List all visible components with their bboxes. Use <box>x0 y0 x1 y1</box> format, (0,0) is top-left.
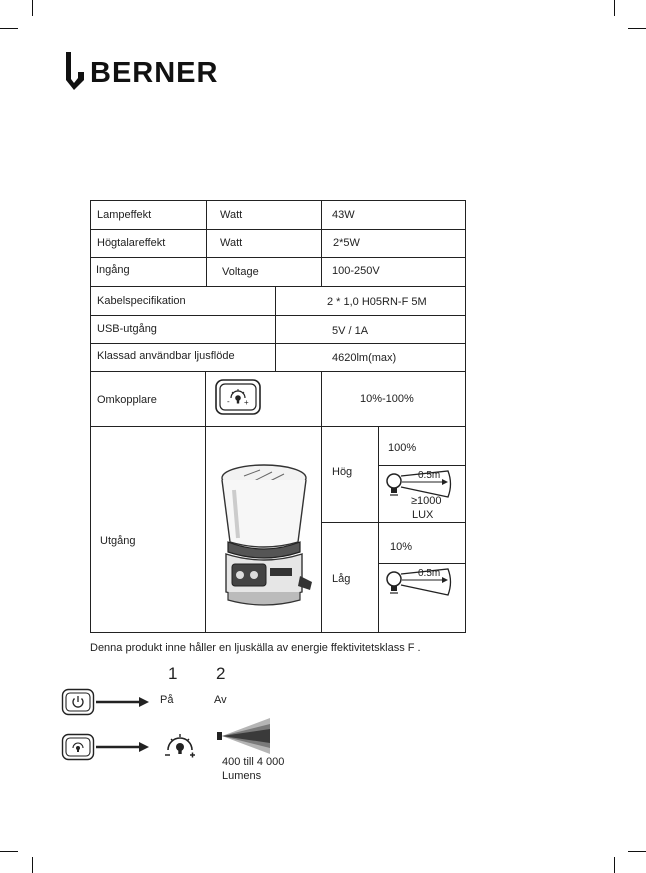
table-line <box>321 371 322 633</box>
table-line <box>321 522 466 523</box>
table-line <box>321 200 322 286</box>
step-1-label-on: På <box>160 694 174 706</box>
brightness-dimmer-icon <box>162 730 198 760</box>
output-low-label: Låg <box>332 573 351 585</box>
spec-value-lamp-power: 43W <box>332 209 355 221</box>
power-button-icon <box>61 688 95 716</box>
lumens-unit: Lumens <box>222 770 262 782</box>
dimmer-switch-icon <box>214 378 262 416</box>
dimmer-button-icon <box>61 733 95 761</box>
output-high-label: Hög <box>332 466 353 478</box>
lumens-range-value: 400 till 4 000 <box>222 756 285 768</box>
table-line <box>205 371 206 633</box>
work-lamp-product-image <box>212 460 316 610</box>
table-line <box>378 465 466 466</box>
table-line <box>90 315 466 316</box>
crop-mark-tr-h <box>628 28 646 29</box>
brand-name: BERNER <box>90 57 219 89</box>
energy-class-note: Denna produkt inne håller en ljuskälla av energie ffektivitetsklass F . <box>90 642 421 654</box>
spec-value-luminous-flux: 4620lm(max) <box>332 352 397 364</box>
spec-label-switch: Omkopplare <box>97 394 157 406</box>
table-line <box>90 343 466 344</box>
svg-text:+: + <box>244 398 249 407</box>
berner-logo-icon <box>60 50 90 94</box>
table-line <box>90 229 466 230</box>
step-2-label-off: Av <box>214 694 227 706</box>
spec-value-speaker-power: 2*5W <box>333 237 360 249</box>
crop-mark-br-h <box>628 851 646 852</box>
crop-mark-tr-v <box>614 0 615 16</box>
spec-unit-lamp-power: Watt <box>220 209 243 221</box>
spec-label-usb: USB-utgång <box>97 323 157 335</box>
output-low-percent: 10% <box>390 541 413 553</box>
output-high-percent: 100% <box>388 442 417 454</box>
table-line <box>378 426 379 633</box>
spec-label-cable: Kabelspecifikation <box>97 295 186 307</box>
spec-label-input: Ingång <box>96 264 130 276</box>
table-line <box>90 371 466 372</box>
table-border-bottom <box>90 632 466 633</box>
spec-unit-speaker-power: Watt <box>220 237 243 249</box>
spec-label-speaker-power: Högtalareffekt <box>97 237 166 249</box>
step-1-number: 1 <box>168 664 178 683</box>
spec-value-switch: 10%-100% <box>360 393 414 405</box>
spec-value-usb: 5V / 1A <box>332 325 369 337</box>
high-lux-value: ≥1000 <box>411 495 442 507</box>
crop-mark-tl-h <box>0 28 18 29</box>
table-border-left <box>90 200 91 633</box>
table-line <box>275 286 276 371</box>
light-beam-icon <box>216 716 272 756</box>
step-2-number: 2 <box>216 664 226 683</box>
spec-value-cable: 2 * 1,0 H05RN-F 5M <box>327 296 427 308</box>
crop-mark-bl-h <box>0 851 18 852</box>
table-line <box>90 257 466 258</box>
svg-text:-: - <box>227 397 230 406</box>
crop-mark-br-v <box>614 857 615 873</box>
spec-unit-input: Voltage <box>222 266 259 278</box>
table-line <box>378 563 466 564</box>
spec-value-input: 100-250V <box>332 265 380 277</box>
high-distance-label: 0.5m <box>418 470 441 481</box>
table-line <box>90 426 466 427</box>
lumens-range <box>222 755 302 783</box>
crop-mark-bl-v <box>32 857 33 873</box>
crop-mark-tl-v <box>32 0 33 16</box>
spec-label-output: Utgång <box>100 535 136 547</box>
table-line <box>90 286 466 287</box>
arrow-right-icon <box>96 741 150 753</box>
spec-label-luminous-flux: Klassad användbar ljusflöde <box>97 350 235 362</box>
low-distance-label: 0.5m <box>418 568 441 579</box>
high-lux-unit: LUX <box>412 509 434 521</box>
spec-label-lamp-power: Lampeffekt <box>97 209 152 221</box>
table-border-right <box>465 200 466 633</box>
table-line <box>206 200 207 286</box>
arrow-right-icon <box>96 696 150 708</box>
table-border-top <box>90 200 466 201</box>
